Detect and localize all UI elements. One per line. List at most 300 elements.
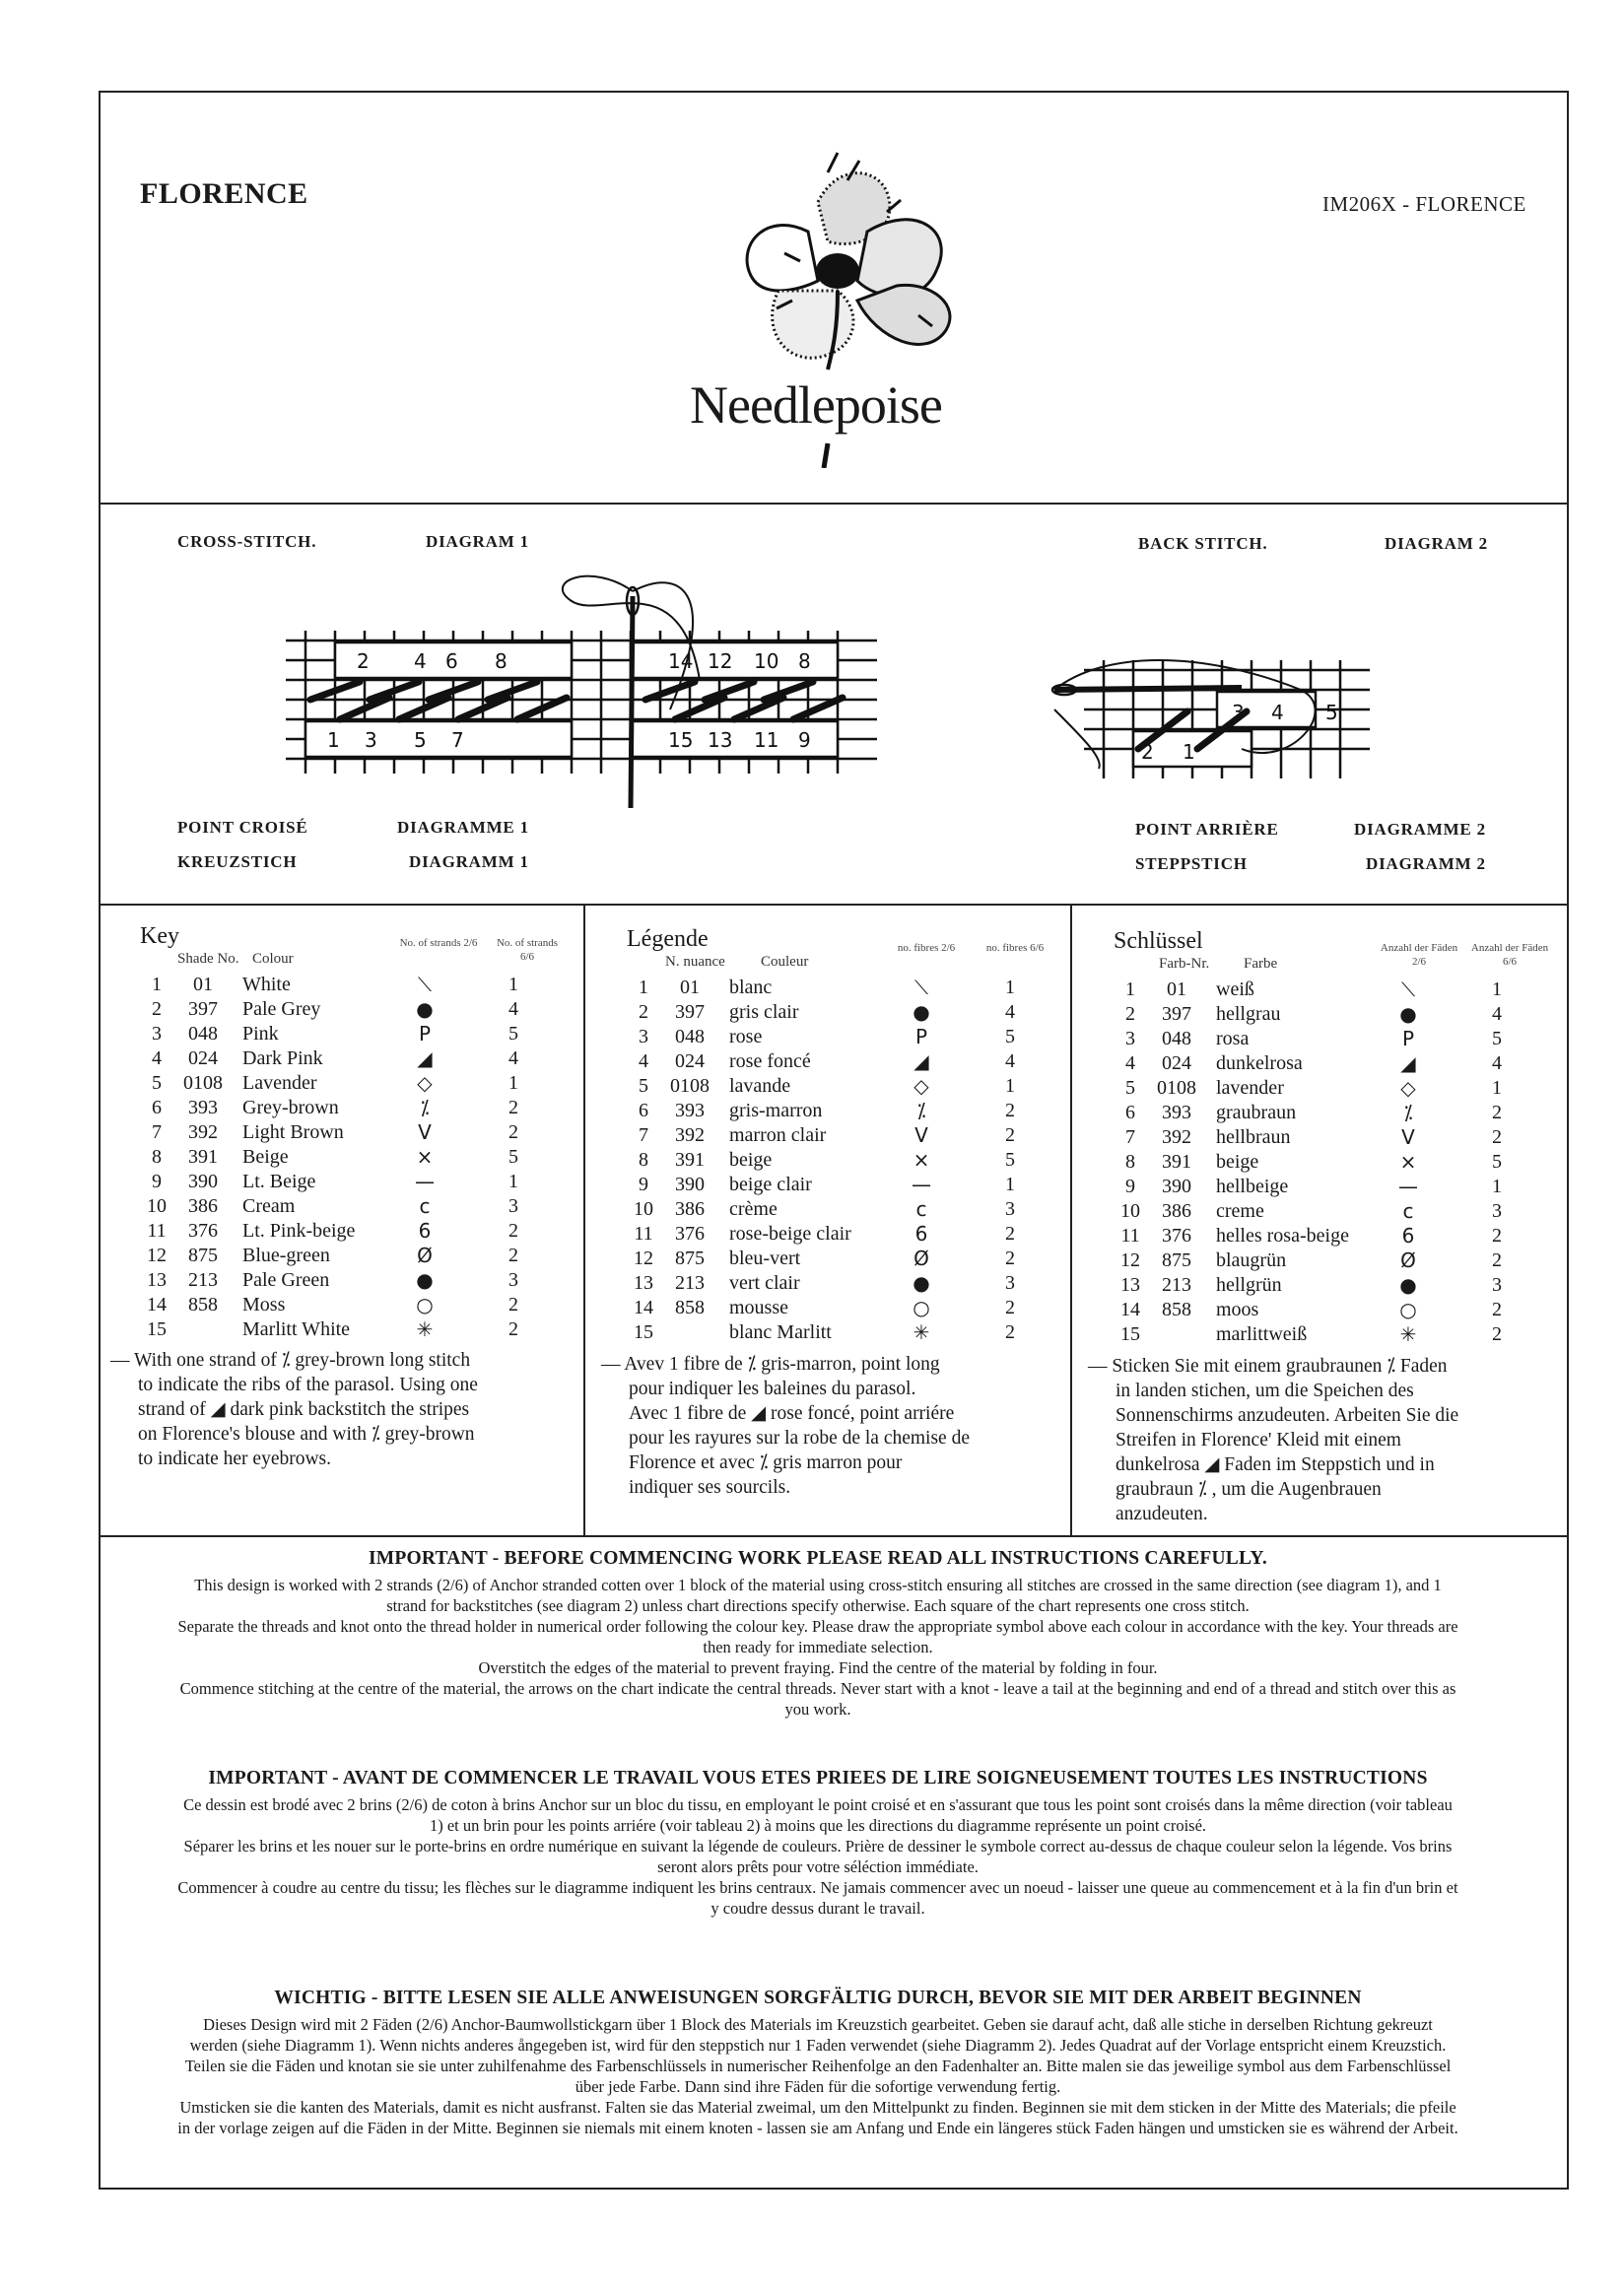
key-row-strands: 4 — [508, 1047, 518, 1069]
key-row-shade: 393 — [675, 1100, 705, 1121]
key-fr-row — [627, 1000, 1054, 1025]
d1-num-10: 10 — [754, 649, 779, 673]
key-row-symbol: 6 — [1401, 1224, 1415, 1248]
key-row-colour: lavande — [729, 1075, 791, 1097]
key-row-number: 4 — [1125, 1052, 1135, 1074]
key-fr-note-line: Florence et avec ⁒ gris marron pour — [629, 1452, 903, 1473]
key-row-colour: creme — [1216, 1200, 1264, 1222]
key-row-number: 14 — [1120, 1299, 1140, 1320]
key-row-colour: Lavender — [242, 1072, 317, 1094]
key-row-number: 5 — [152, 1072, 162, 1094]
key-row-symbol: P — [914, 1025, 928, 1048]
key-row-shade: 397 — [675, 1001, 705, 1023]
key-row-shade: 391 — [1162, 1151, 1191, 1173]
key-de-note-line: Sonnenschirms anzudeuten. Arbeiten Sie die — [1116, 1405, 1459, 1426]
instructions-fr-p2: Séparer les brins et les nouer sur le porte-brins en ordre numérique en suivant la légende de couleurs. Prière de dessiner le symbole correct au-dessus de chaque couleur selon la légende. Vos brins seront alors prêts pour votre séléction immédiate. — [183, 1837, 1453, 1876]
key-en-row — [140, 1244, 558, 1268]
key-fr-col-strands-a: no. fibres 2/6 — [897, 942, 956, 954]
key-row-number: 15 — [634, 1321, 653, 1343]
key-row-symbol: ◢ — [1400, 1051, 1416, 1075]
key-row-symbol: — — [415, 1170, 435, 1193]
key-row-colour: beige clair — [729, 1174, 812, 1195]
key-row-shade: 875 — [675, 1248, 705, 1269]
key-de-row — [1114, 1224, 1541, 1248]
key-row-colour: Marlitt White — [242, 1318, 351, 1340]
key-row-symbol: V — [418, 1120, 432, 1144]
d1-num-6: 6 — [445, 649, 458, 673]
diagram1-de-label: DIAGRAMM 1 — [409, 852, 529, 871]
key-row-number: 11 — [1120, 1225, 1140, 1247]
key-row-strands: 3 — [508, 1269, 518, 1291]
key-row-colour: mousse — [729, 1297, 788, 1318]
key-row-number: 11 — [634, 1223, 653, 1245]
key-en-row — [140, 1096, 558, 1120]
key-row-number: 13 — [1120, 1274, 1140, 1296]
key-row-symbol: × — [416, 1145, 434, 1169]
key-row-strands: 5 — [1005, 1149, 1015, 1171]
instructions-en-p4: Commence stitching at the centre of the material, the arrows on the chart indicate the central threads. Never start with a knot - leave a tail at the beginning and end of a thread and stitch over this as you work. — [179, 1679, 1456, 1719]
key-row-symbol: ● — [1399, 1273, 1417, 1297]
key-fr-row — [627, 1148, 1054, 1173]
key-row-shade — [1147, 1322, 1206, 1347]
key-row-strands: 1 — [508, 974, 518, 995]
key-row-strands: 2 — [1005, 1248, 1015, 1269]
key-en-col-strands-b: No. of strands 6/6 — [496, 937, 559, 963]
instructions-fr-p1: Ce dessin est brodé avec 2 brins (2/6) de coton à brins Anchor sur un bloc du tissu, en employant le point croisé et en s'assurant que tous les point sont croisés dans la même direction (voir tableau 1) et un brin pour les points arriére (voir tableau 2) à moins que les directions du diagramme représente un point croisé. — [183, 1795, 1453, 1835]
key-fr-note-line: — Avev 1 fibre de ⁒ gris-marron, point long — [601, 1354, 940, 1375]
key-row-shade: 0108 — [183, 1072, 223, 1094]
key-row-strands: 2 — [1005, 1100, 1015, 1121]
key-row-shade: 048 — [675, 1026, 705, 1047]
key-row-strands: 2 — [1492, 1225, 1502, 1247]
key-row-number: 8 — [1125, 1151, 1135, 1173]
instructions-en-heading: IMPORTANT - BEFORE COMMENCING WORK PLEASE READ ALL INSTRUCTIONS CAREFULLY. — [369, 1548, 1267, 1569]
instructions-de-p2: Umsticken sie die kanten des Materials, damit es nicht ausfranst. Falten sie das Material zweimal, um den Mittelpunkt zu finden. Beginnen sie mit dem sticken in der Mitte des Materials; die pfeile in der vorlage zeigen auf die Fäden in der Mitte. Beginnen sie niemals mit einem knoten - lassen sie am Anfang und Ende ein längeres stück Faden hängen und umsticken sie es während der Arbeit. — [177, 2098, 1458, 2137]
key-row-strands: 2 — [508, 1318, 518, 1340]
key-row-colour: helles rosa-beige — [1216, 1225, 1349, 1247]
key-row-shade: 213 — [675, 1272, 705, 1294]
key-fr-note — [601, 1352, 1064, 1500]
key-fr-row — [627, 1173, 1054, 1197]
d2-num-3: 3 — [1232, 701, 1245, 724]
d1-num-5: 5 — [414, 728, 427, 752]
key-row-strands: 4 — [508, 998, 518, 1020]
key-en-row — [140, 1145, 558, 1170]
key-row-colour: Cream — [242, 1195, 296, 1217]
key-row-strands: 2 — [1005, 1297, 1015, 1318]
key-row-number: 13 — [634, 1272, 653, 1294]
key-fr-note-line: indiquer ses sourcils. — [629, 1477, 791, 1498]
key-row-strands: 2 — [1492, 1299, 1502, 1320]
key-de-row — [1114, 1322, 1541, 1347]
key-row-number: 9 — [1125, 1176, 1135, 1197]
key-de-col-strands-b: Anzahl der Fäden 6/6 — [1470, 942, 1549, 968]
key-de-note — [1088, 1354, 1561, 1526]
key-en-col-strands-a: No. of strands 2/6 — [399, 937, 478, 949]
key-row-symbol: Ø — [417, 1244, 433, 1267]
key-row-colour: crème — [729, 1198, 778, 1220]
key-de-row — [1114, 1101, 1541, 1125]
key-row-strands: 2 — [508, 1245, 518, 1266]
d1-num-15: 15 — [668, 728, 694, 752]
key-row-shade: 858 — [188, 1294, 218, 1316]
key-row-colour: rosa — [1216, 1028, 1250, 1049]
key-row-shade — [173, 1317, 233, 1342]
key-row-colour: hellgrün — [1216, 1274, 1282, 1296]
key-row-number: 13 — [147, 1269, 167, 1291]
key-row-symbol: × — [1399, 1150, 1417, 1174]
key-en-note-line: to indicate her eyebrows. — [138, 1449, 332, 1469]
key-fr-row — [627, 1320, 1054, 1345]
key-row-shade: 392 — [1162, 1126, 1191, 1148]
key-en-row — [140, 1317, 558, 1342]
key-row-symbol: ⁒ — [916, 1099, 926, 1122]
key-row-colour: Grey-brown — [242, 1097, 339, 1118]
key-row-strands: 1 — [1492, 978, 1502, 1000]
key-fr-row — [627, 1197, 1054, 1222]
key-row-shade: 024 — [675, 1050, 705, 1072]
key-row-colour: hellbeige — [1216, 1176, 1289, 1197]
key-row-colour: blanc Marlitt — [729, 1321, 832, 1343]
d1-num-7: 7 — [451, 728, 464, 752]
key-row-colour: beige — [1216, 1151, 1259, 1173]
key-row-shade: 397 — [1162, 1003, 1191, 1025]
key-de-heading: Schlüssel — [1114, 928, 1203, 954]
key-row-shade: 391 — [188, 1146, 218, 1168]
key-row-strands: 1 — [1492, 1077, 1502, 1099]
key-row-number: 10 — [634, 1198, 653, 1220]
key-row-colour: Pale Grey — [242, 998, 321, 1020]
key-row-number: 6 — [152, 1097, 162, 1118]
key-fr-note-line: pour les rayures sur la robe de la chemise de — [629, 1428, 970, 1449]
key-row-number: 7 — [1125, 1126, 1135, 1148]
instructions-fr-heading: IMPORTANT - AVANT DE COMMENCER LE TRAVAIL VOUS ETES PRIEES DE LIRE SOIGNEUSEMENT TOUTES LES INSTRUCTIONS — [208, 1768, 1428, 1788]
key-row-colour: marron clair — [729, 1124, 827, 1146]
key-row-shade: 386 — [1162, 1200, 1191, 1222]
back-stitch-diagram — [1045, 631, 1399, 788]
key-row-number: 7 — [639, 1124, 648, 1146]
key-en-note-line: — With one strand of ⁒ grey-brown long stitch — [110, 1350, 471, 1371]
key-row-strands: 2 — [508, 1220, 518, 1242]
key-en-col-shade: Shade No. — [177, 951, 239, 967]
key-row-shade: 393 — [188, 1097, 218, 1118]
key-row-number: 5 — [639, 1075, 648, 1097]
key-row-shade: 397 — [188, 998, 218, 1020]
key-row-colour: gris clair — [729, 1001, 799, 1023]
key-row-number: 8 — [152, 1146, 162, 1168]
key-row-strands: 2 — [1005, 1124, 1015, 1146]
key-row-symbol: c — [915, 1197, 927, 1221]
key-row-symbol: ◇ — [914, 1074, 929, 1098]
key-de-row — [1114, 1027, 1541, 1051]
key-row-shade: 01 — [680, 977, 700, 998]
instructions-en — [177, 1547, 1458, 1720]
key-fr-row — [627, 1074, 1054, 1099]
instructions-de — [177, 1987, 1458, 2138]
diagram2-de-label: DIAGRAMM 2 — [1366, 854, 1486, 873]
key-row-number: 7 — [152, 1121, 162, 1143]
key-row-strands: 1 — [1492, 1176, 1502, 1197]
key-en-note-line: strand of ◢ dark pink backstitch the stripes — [138, 1399, 470, 1420]
key-row-number: 3 — [152, 1023, 162, 1045]
key-row-symbol: ◢ — [914, 1049, 929, 1073]
key-row-colour: Light Brown — [242, 1121, 344, 1143]
instructions-en-p2: Separate the threads and knot onto the thread holder in numerical order following the colour key. Please draw the appropriate symbol above each colour in accordance with the key. Your threads are then ready for immediate selection. — [177, 1617, 1458, 1656]
key-row-symbol: — — [912, 1173, 931, 1196]
diagram2-de-title: STEPPSTICH — [1135, 854, 1248, 873]
diagram1-label: DIAGRAM 1 — [426, 532, 529, 551]
key-row-symbol: 6 — [418, 1219, 432, 1243]
key-row-symbol: ● — [913, 1000, 930, 1024]
key-row-colour: rose-beige clair — [729, 1223, 851, 1245]
d1-num-8: 8 — [495, 649, 508, 673]
key-de-row — [1114, 1175, 1541, 1199]
key-row-shade: 390 — [675, 1174, 705, 1195]
key-row-colour: hellgrau — [1216, 1003, 1281, 1025]
key-row-colour: beige — [729, 1149, 773, 1171]
key-row-strands: 2 — [1005, 1223, 1015, 1245]
key-row-shade: 875 — [188, 1245, 218, 1266]
key-fr-row — [627, 1049, 1054, 1074]
instructions-fr-p3: Commencer à coudre au centre du tissu; les flèches sur le diagramme indiquent les brins centraux. Ne jamais commencer avec un noeud - laisser une queue au commencement et à la fin d'un brin et y coudre dessus durant le travail. — [177, 1878, 1458, 1918]
key-en-note — [110, 1348, 574, 1471]
key-en-row — [140, 997, 558, 1022]
key-row-strands: 4 — [1492, 1003, 1502, 1025]
key-en-row — [140, 1071, 558, 1096]
key-row-strands: 3 — [1492, 1200, 1502, 1222]
key-row-symbol: P — [418, 1022, 432, 1046]
key-fr-col-colour: Couleur — [761, 954, 809, 970]
key-row-number: 2 — [152, 998, 162, 1020]
key-row-symbol: ⟍ — [1401, 978, 1415, 1001]
key-fr-row — [627, 1271, 1054, 1296]
key-en-row — [140, 1268, 558, 1293]
key-fr-heading: Légende — [627, 926, 709, 952]
key-row-strands: 5 — [1005, 1026, 1015, 1047]
key-row-symbol: × — [913, 1148, 930, 1172]
key-row-number: 14 — [634, 1297, 653, 1318]
key-row-number: 8 — [639, 1149, 648, 1171]
key-row-symbol: ● — [416, 1268, 434, 1292]
key-row-shade — [660, 1320, 719, 1345]
key-de-row — [1114, 978, 1541, 1002]
key-row-strands: 4 — [1005, 1050, 1015, 1072]
d1-num-8b: 8 — [798, 649, 811, 673]
key-row-symbol: ○ — [913, 1296, 930, 1319]
key-row-symbol: ● — [416, 997, 434, 1021]
d2-num-4: 4 — [1271, 701, 1284, 724]
key-row-shade: 386 — [675, 1198, 705, 1220]
key-row-strands: 1 — [1005, 1174, 1015, 1195]
key-row-strands: 3 — [1005, 1272, 1015, 1294]
key-de-note-line: graubraun ⁒ , um die Augenbrauen — [1116, 1479, 1382, 1500]
key-row-symbol: ⟍ — [418, 973, 432, 996]
key-de-note-line: dunkelrosa ◢ Faden im Steppstich und in — [1116, 1454, 1435, 1475]
key-fr-note-line: Avec 1 fibre de ◢ rose foncé, point arriére — [629, 1403, 955, 1424]
divider-key-2 — [1070, 904, 1072, 1535]
key-row-shade: 213 — [1162, 1274, 1191, 1296]
key-de-row — [1114, 1248, 1541, 1273]
key-row-colour: White — [242, 974, 291, 995]
key-fr-row — [627, 1296, 1054, 1320]
key-row-shade: 391 — [675, 1149, 705, 1171]
key-row-shade: 392 — [188, 1121, 218, 1143]
key-row-shade: 390 — [1162, 1176, 1191, 1197]
key-row-number: 4 — [639, 1050, 648, 1072]
key-row-shade: 024 — [188, 1047, 218, 1069]
key-fr-row — [627, 1123, 1054, 1148]
key-row-shade: 024 — [1162, 1052, 1191, 1074]
key-fr-row — [627, 1025, 1054, 1049]
key-row-number: 1 — [152, 974, 162, 995]
brand-name: Needlepoise — [690, 375, 942, 435]
key-row-number: 6 — [639, 1100, 648, 1121]
key-de-col-strands-a: Anzahl der Fäden 2/6 — [1380, 942, 1458, 968]
key-de-note-line: in landen stichen, um die Speichen des — [1116, 1381, 1414, 1401]
key-de-row — [1114, 1199, 1541, 1224]
key-row-shade: 01 — [1167, 978, 1186, 1000]
key-row-symbol: V — [1401, 1125, 1415, 1149]
key-row-colour: blaugrün — [1216, 1249, 1287, 1271]
key-fr-col-shade: N. nuance — [665, 954, 725, 970]
page-title: FLORENCE — [140, 177, 308, 210]
diagram2-fr-label: DIAGRAMME 2 — [1354, 820, 1486, 839]
key-row-strands: 4 — [1005, 1001, 1015, 1023]
d1-num-13: 13 — [708, 728, 733, 752]
key-row-strands: 1 — [1005, 977, 1015, 998]
key-row-symbol: ✳ — [913, 1320, 930, 1344]
key-row-number: 10 — [147, 1195, 167, 1217]
key-row-symbol: ◇ — [417, 1071, 433, 1095]
key-row-strands: 2 — [508, 1294, 518, 1316]
key-row-strands: 2 — [508, 1097, 518, 1118]
key-row-colour: Pink — [242, 1023, 279, 1045]
key-row-symbol: 6 — [914, 1222, 928, 1246]
key-row-strands: 5 — [508, 1023, 518, 1045]
key-row-symbol: c — [419, 1194, 431, 1218]
key-row-strands: 3 — [508, 1195, 518, 1217]
key-en-note-line: to indicate the ribs of the parasol. Using one — [138, 1375, 478, 1395]
key-row-strands: 3 — [1492, 1274, 1502, 1296]
key-row-colour: rose — [729, 1026, 763, 1047]
key-row-number: 4 — [152, 1047, 162, 1069]
d1-num-3: 3 — [365, 728, 377, 752]
key-row-number: 9 — [152, 1171, 162, 1192]
diagram2-fr-title: POINT ARRIÈRE — [1135, 820, 1279, 839]
key-row-shade: 858 — [1162, 1299, 1191, 1320]
key-row-colour: Blue-green — [242, 1245, 330, 1266]
key-row-shade: 048 — [188, 1023, 218, 1045]
key-row-symbol: V — [914, 1123, 928, 1147]
key-row-number: 2 — [639, 1001, 648, 1023]
key-row-number: 12 — [1120, 1249, 1140, 1271]
instructions-fr — [177, 1767, 1458, 1919]
divider-keys — [99, 1535, 1569, 1537]
key-row-colour: gris-marron — [729, 1100, 823, 1121]
key-de-row — [1114, 1150, 1541, 1175]
key-de-col-shade: Farb-Nr. — [1159, 956, 1210, 972]
key-row-number: 1 — [1125, 978, 1135, 1000]
key-fr-table — [627, 976, 1054, 1345]
diagram1-title: CROSS-STITCH. — [177, 532, 317, 551]
key-row-number: 1 — [639, 977, 648, 998]
key-row-shade: 390 — [188, 1171, 218, 1192]
key-row-shade: 048 — [1162, 1028, 1191, 1049]
key-de-note-line: Streifen in Florence' Kleid mit einem — [1116, 1430, 1401, 1451]
key-row-number: 5 — [1125, 1077, 1135, 1099]
key-row-strands: 2 — [1492, 1102, 1502, 1123]
key-row-strands: 2 — [508, 1121, 518, 1143]
key-row-symbol: ○ — [1399, 1298, 1417, 1321]
key-row-shade: 376 — [1162, 1225, 1191, 1247]
key-fr-note-line: pour indiquer les baleines du parasol. — [629, 1379, 916, 1399]
key-row-symbol: Ø — [1400, 1248, 1416, 1272]
key-row-shade: 393 — [1162, 1102, 1191, 1123]
key-row-number: 15 — [1120, 1323, 1140, 1345]
key-row-colour: hellbraun — [1216, 1126, 1291, 1148]
key-row-colour: Lt. Beige — [242, 1171, 316, 1192]
key-en-row — [140, 1219, 558, 1244]
key-row-colour: moos — [1216, 1299, 1259, 1320]
divider-key-1 — [583, 904, 585, 1535]
key-row-symbol: ● — [913, 1271, 930, 1295]
key-row-symbol: ✳ — [1399, 1322, 1417, 1346]
key-row-strands: 1 — [1005, 1075, 1015, 1097]
key-row-number: 6 — [1125, 1102, 1135, 1123]
key-row-colour: rose foncé — [729, 1050, 811, 1072]
key-row-strands: 2 — [1492, 1249, 1502, 1271]
key-row-colour: graubraun — [1216, 1102, 1297, 1123]
key-row-strands: 5 — [1492, 1028, 1502, 1049]
key-row-strands: 2 — [1492, 1126, 1502, 1148]
key-row-symbol: ◢ — [417, 1046, 433, 1070]
key-row-colour: blanc — [729, 977, 773, 998]
key-row-number: 9 — [639, 1174, 648, 1195]
diagram2-title: BACK STITCH. — [1138, 534, 1268, 553]
key-de-row — [1114, 1076, 1541, 1101]
key-row-shade: 392 — [675, 1124, 705, 1146]
key-row-number: 15 — [147, 1318, 167, 1340]
key-de-row — [1114, 1125, 1541, 1150]
key-row-shade: 376 — [675, 1223, 705, 1245]
key-row-strands: 1 — [508, 1072, 518, 1094]
d2-num-1: 1 — [1183, 740, 1195, 764]
key-en-table — [140, 973, 558, 1342]
d1-num-11: 11 — [754, 728, 779, 752]
d1-num-9: 9 — [798, 728, 811, 752]
key-row-strands: 1 — [508, 1171, 518, 1192]
d1-num-2: 2 — [357, 649, 370, 673]
key-de-note-line: anzudeuten. — [1116, 1504, 1208, 1524]
key-row-number: 12 — [147, 1245, 167, 1266]
key-row-colour: weiß — [1216, 978, 1254, 1000]
d1-num-1: 1 — [327, 728, 340, 752]
key-en-row — [140, 1170, 558, 1194]
key-row-strands: 5 — [508, 1146, 518, 1168]
key-fr-row — [627, 1247, 1054, 1271]
key-en-note-line: on Florence's blouse and with ⁒ grey-brown — [138, 1424, 475, 1445]
key-row-number: 3 — [1125, 1028, 1135, 1049]
d1-num-14: 14 — [668, 649, 694, 673]
key-row-shade: 01 — [193, 974, 213, 995]
product-code: IM206X - FLORENCE — [1322, 192, 1526, 216]
key-row-number: 3 — [639, 1026, 648, 1047]
cross-stitch-diagram — [266, 562, 897, 818]
d1-num-4: 4 — [414, 649, 427, 673]
key-row-colour: lavender — [1216, 1077, 1284, 1099]
key-de-col-colour: Farbe — [1244, 956, 1278, 972]
key-row-number: 10 — [1120, 1200, 1140, 1222]
